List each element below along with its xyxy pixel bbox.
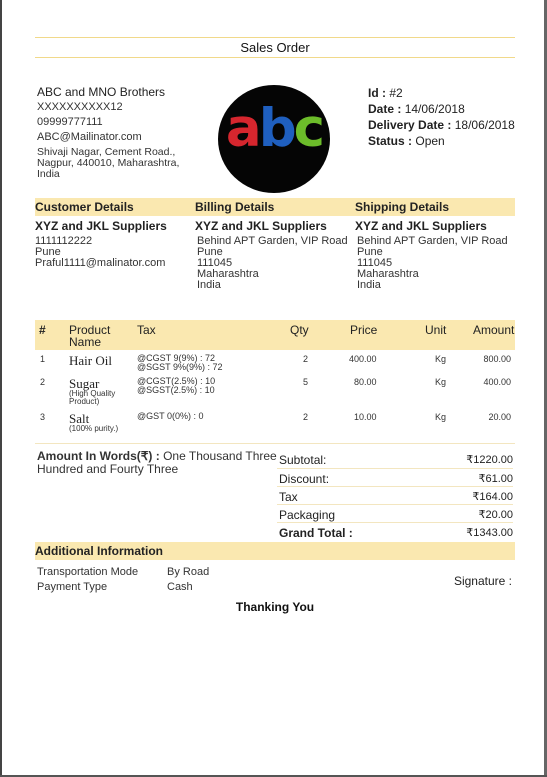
order-info (368, 85, 515, 149)
shipping-country: India (357, 279, 381, 291)
totals-summary (277, 450, 513, 540)
billing-name: XYZ and JKL Suppliers (195, 219, 327, 233)
col-unit: Unit (425, 323, 447, 337)
company-address-line1: Shivaji Nagar, Cement Road., (37, 146, 176, 158)
order-delivery-date: Delivery Date : 18/06/2018 (368, 118, 515, 132)
signature-label: Signature : (453, 574, 512, 588)
grand-total-row: Grand Total : ₹1343.00 (277, 522, 513, 540)
company-address-line2: Nagpur, 440010, Maharashtra, (37, 157, 180, 169)
additional-info-bar (35, 542, 515, 560)
company-gst: XXXXXXXXXX12 (37, 101, 123, 113)
header-section (35, 58, 515, 198)
order-id: Id : #2 (368, 86, 403, 100)
shipping-details-header: Shipping Details (355, 200, 450, 214)
row-num: 1 (40, 354, 46, 364)
tax-line2: @SGST(2.5%) : 10 (137, 385, 215, 395)
tax-line1: @CGST(2.5%) : 10 (137, 376, 216, 386)
shipping-street: Behind APT Garden, VIP Road (357, 235, 508, 247)
thanks-message: Thanking You (235, 600, 315, 614)
tax-line1: @GST 0(0%) : 0 (137, 411, 204, 421)
billing-street: Behind APT Garden, VIP Road (197, 235, 348, 247)
packaging-row: Packaging ₹20.00 (277, 504, 513, 522)
items-table-body (35, 350, 515, 444)
shipping-state: Maharashtra (357, 268, 419, 280)
product-name: Sugar (69, 376, 100, 391)
product-note-line1: (100% purity.) (69, 424, 119, 433)
shipping-pin: 111045 (357, 257, 393, 269)
discount-row: Discount: ₹61.00 (277, 468, 513, 486)
col-tax: Tax (137, 323, 156, 337)
company-phone: 09999777111 (37, 116, 103, 128)
col-product: Product Name (69, 323, 111, 349)
row-num: 2 (40, 377, 46, 387)
amount: 20.00 (488, 412, 511, 422)
amount-in-words: Amount In Words(₹) : One Thousand Three Hundred and Fourty Three (37, 449, 277, 476)
order-status: Status : Open (368, 134, 445, 148)
tax-line2: @SGST 9%(9%) : 72 (137, 362, 223, 372)
party-details (35, 216, 515, 320)
product-note-line2: Product) (69, 397, 100, 406)
transport-mode-row: Transportation Mode By Road (37, 566, 210, 578)
price: 80.00 (354, 377, 377, 387)
customer-email: Praful1111@malinator.com (35, 257, 166, 269)
unit: Kg (435, 412, 447, 422)
items-table-header (35, 320, 515, 350)
company-name: ABC and MNO Brothers (37, 85, 166, 99)
row-num: 3 (40, 412, 46, 422)
tax-row: Tax ₹164.00 (277, 486, 513, 504)
customer-phone: 1111112222 (35, 235, 93, 247)
billing-state: Maharashtra (197, 268, 259, 280)
billing-details (195, 216, 355, 291)
col-num: # (39, 323, 46, 337)
col-price: Price (350, 323, 378, 337)
totals-section (35, 444, 515, 542)
qty: 2 (303, 354, 309, 364)
subtotal-row: Subtotal: ₹1220.00 (279, 453, 513, 467)
unit: Kg (435, 377, 447, 387)
product-name: Hair Oil (69, 353, 112, 368)
customer-city: Pune (35, 246, 61, 258)
price: 400.00 (349, 354, 377, 364)
company-address-line3: India (37, 168, 60, 180)
product-name: Salt (69, 411, 90, 426)
price: 10.00 (354, 412, 377, 422)
company-logo (218, 85, 330, 193)
logo-letters: abc (225, 98, 323, 159)
customer-name: XYZ and JKL Suppliers (35, 219, 167, 233)
payment-type-row: Payment Type Cash (37, 581, 193, 593)
company-email: ABC@Mailinator.com (37, 131, 142, 143)
additional-info-header: Additional Information (35, 544, 163, 558)
billing-country: India (197, 279, 221, 291)
amount: 400.00 (483, 377, 511, 387)
billing-pin: 111045 (197, 257, 233, 269)
page-border-left (0, 0, 2, 777)
billing-details-header: Billing Details (195, 200, 275, 214)
billing-city: Pune (197, 246, 223, 258)
qty: 2 (303, 412, 309, 422)
shipping-details (355, 216, 515, 291)
order-date: Date : 14/06/2018 (368, 102, 465, 116)
customer-details-header: Customer Details (35, 200, 134, 214)
party-details-bar (35, 198, 515, 216)
unit: Kg (435, 354, 447, 364)
qty: 5 (303, 377, 309, 387)
sales-order-document (35, 37, 515, 614)
amount: 800.00 (483, 354, 511, 364)
customer-details (35, 216, 195, 269)
shipping-city: Pune (357, 246, 383, 258)
product-note-line1: (High Quality (69, 389, 116, 398)
col-qty: Qty (290, 323, 309, 337)
col-amount: Amount (473, 323, 515, 337)
shipping-name: XYZ and JKL Suppliers (355, 219, 487, 233)
company-info (37, 85, 207, 180)
document-title: Sales Order (35, 37, 515, 58)
tax-line1: @CGST 9(9%) : 72 (137, 353, 215, 363)
